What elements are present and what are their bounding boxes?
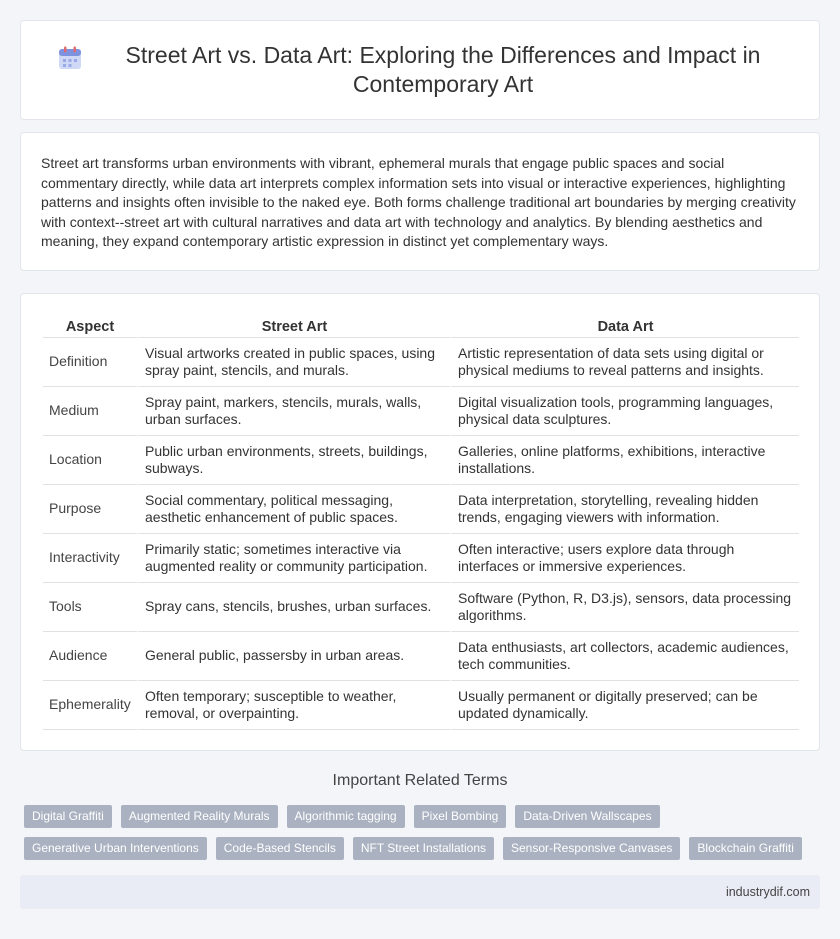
row-aspect: Ephemerality [43, 681, 137, 730]
row-data-art: Software (Python, R, D3.js), sensors, data processing algorithms. [450, 583, 799, 632]
row-aspect: Medium [43, 387, 137, 436]
tag-data-driven-wallscapes[interactable]: Data-Driven Wallscapes [515, 805, 659, 828]
tag-blockchain-graffiti[interactable]: Blockchain Graffiti [689, 837, 802, 860]
row-street-art: Primarily static; sometimes interactive via augmented reality or community participation. [137, 534, 450, 583]
table-row [43, 681, 799, 730]
table-row [43, 632, 799, 681]
row-street-art: Visual artworks created in public spaces, using spray paint, stencils, and murals. [137, 338, 450, 387]
intro-card [20, 132, 820, 271]
tag-algorithmic-tagging[interactable]: Algorithmic tagging [287, 805, 405, 828]
row-data-art: Often interactive; users explore data through interfaces or immersive experiences. [450, 534, 799, 583]
header-data-art: Data Art [450, 314, 799, 338]
footer-site[interactable]: industrydif.com [725, 885, 810, 899]
row-street-art: Spray cans, stencils, brushes, urban surfaces. [137, 583, 450, 632]
tag-row [24, 805, 824, 828]
row-aspect: Definition [43, 338, 137, 387]
row-street-art: Spray paint, markers, stencils, murals, walls, urban surfaces. [137, 387, 450, 436]
row-aspect: Interactivity [43, 534, 137, 583]
comparison-card [20, 293, 820, 751]
tag-pixel-bombing[interactable]: Pixel Bombing [414, 805, 507, 828]
table-row [43, 436, 799, 485]
tag-code-based-stencils[interactable]: Code-Based Stencils [216, 837, 344, 860]
header-street-art: Street Art [137, 314, 450, 338]
row-data-art: Digital visualization tools, programming languages, physical data sculptures. [450, 387, 799, 436]
row-aspect: Tools [43, 583, 137, 632]
row-aspect: Audience [43, 632, 137, 681]
table-header-row [43, 314, 799, 338]
table-row [43, 338, 799, 387]
related-terms-title: Important Related Terms [332, 772, 508, 789]
row-street-art: Social commentary, political messaging, aesthetic enhancement of public spaces. [137, 485, 450, 534]
comparison-table [43, 314, 799, 730]
tag-row [24, 837, 824, 860]
row-aspect: Location [43, 436, 137, 485]
table-row [43, 387, 799, 436]
row-street-art: Often temporary; susceptible to weather, removal, or overpainting. [137, 681, 450, 730]
row-street-art: General public, passersby in urban areas. [137, 632, 450, 681]
row-street-art: Public urban environments, streets, buildings, subways. [137, 436, 450, 485]
calendar-icon [57, 45, 83, 71]
row-aspect: Purpose [43, 485, 137, 534]
tag-sensor-responsive-canvases[interactable]: Sensor-Responsive Canvases [503, 837, 680, 860]
table-row [43, 583, 799, 632]
tag-nft-street-installations[interactable]: NFT Street Installations [353, 837, 494, 860]
table-row [43, 534, 799, 583]
row-data-art: Galleries, online platforms, exhibitions, interactive installations. [450, 436, 799, 485]
tag-digital-graffiti[interactable]: Digital Graffiti [24, 805, 112, 828]
row-data-art: Data enthusiasts, art collectors, academic audiences, tech communities. [450, 632, 799, 681]
tag-generative-urban-interventions[interactable]: Generative Urban Interventions [24, 837, 207, 860]
header-card [20, 20, 820, 120]
related-terms [24, 805, 824, 869]
page-title: Street Art vs. Data Art: Exploring the Differences and Impact in Contemporary Art [125, 42, 761, 97]
row-data-art: Data interpretation, storytelling, revealing hidden trends, engaging viewers with information. [450, 485, 799, 534]
row-data-art: Usually permanent or digitally preserved; can be updated dynamically. [450, 681, 799, 730]
row-data-art: Artistic representation of data sets using digital or physical mediums to reveal patterns and insights. [450, 338, 799, 387]
intro-paragraph: Street art transforms urban environments with vibrant, ephemeral murals that engage public spaces and social commentary directly, while data art interprets complex information sets into visual or interactive experiences, highlighting patterns and insights often invisible to the naked eye. Both forms challenge traditional art boundaries by merging creativity with context--street art with cultural narratives and data art with technology and analytics. By blending aesthetics and meaning, they expand contemporary artistic expression in distinct yet complementary ways. [41, 155, 796, 249]
header-aspect: Aspect [43, 314, 137, 338]
tag-augmented-reality-murals[interactable]: Augmented Reality Murals [121, 805, 278, 828]
table-row [43, 485, 799, 534]
footer [20, 875, 820, 909]
